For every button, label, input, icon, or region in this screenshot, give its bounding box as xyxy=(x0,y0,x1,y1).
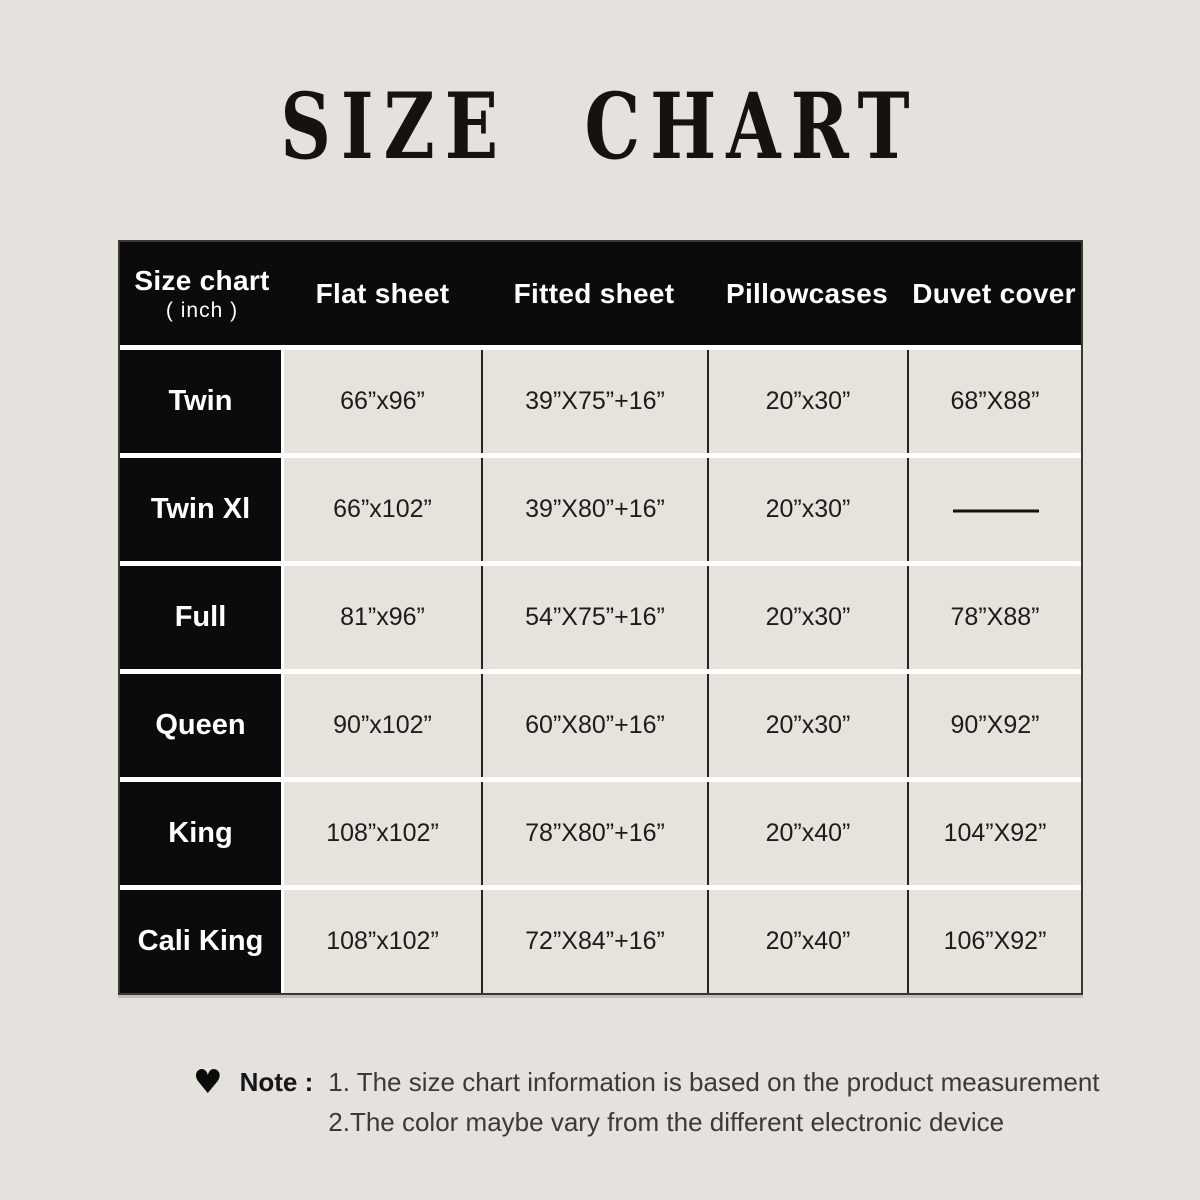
note-line-2: 2.The color maybe vary from the different electronic device xyxy=(328,1107,1005,1137)
table-row-king xyxy=(120,782,1081,885)
size-chart-table xyxy=(118,240,1083,995)
note-text xyxy=(328,1062,1099,1142)
note-label: Note : xyxy=(239,1067,314,1097)
heart-icon: ♥ xyxy=(193,1062,223,1101)
page-title: SIZE CHART xyxy=(280,72,920,180)
table-row-full xyxy=(120,566,1081,669)
row-label-queen: Queen xyxy=(120,674,281,777)
table-row-twin xyxy=(120,350,1081,453)
cell-fitted-sheet: 72”X84”+16” xyxy=(481,890,707,993)
cell-duvet-cover-empty-dash: ——— xyxy=(907,458,1081,561)
cell-fitted-sheet: 78”X80”+16” xyxy=(481,782,707,885)
cell-flat-sheet: 90”x102” xyxy=(284,674,481,777)
cell-fitted-sheet: 54”X75”+16” xyxy=(481,566,707,669)
cell-duvet-cover: 104”X92” xyxy=(907,782,1081,885)
cell-duvet-cover: 106”X92” xyxy=(907,890,1081,993)
row-label-cali-king: Cali King xyxy=(120,890,281,993)
row-label-twin: Twin xyxy=(120,350,281,453)
cell-flat-sheet: 66”x96” xyxy=(284,350,481,453)
cell-flat-sheet: 66”x102” xyxy=(284,458,481,561)
cell-pillowcases: 20”x30” xyxy=(707,350,907,453)
table-header-row xyxy=(120,242,1081,345)
header-size-chart-label: Size chart xyxy=(134,264,270,296)
row-label-king: King xyxy=(120,782,281,885)
table-row-twin-xl xyxy=(120,458,1081,561)
header-duvet-cover: Duvet cover xyxy=(912,277,1076,309)
note-line-1: 1. The size chart information is based on the product measurement xyxy=(328,1067,1100,1097)
cell-flat-sheet: 81”x96” xyxy=(284,566,481,669)
cell-flat-sheet: 108”x102” xyxy=(284,890,481,993)
cell-duvet-cover: 68”X88” xyxy=(907,350,1081,453)
cell-duvet-cover: 90”X92” xyxy=(907,674,1081,777)
note-section xyxy=(193,1062,1100,1142)
header-flat-sheet: Flat sheet xyxy=(315,277,450,309)
cell-fitted-sheet: 39”X75”+16” xyxy=(481,350,707,453)
header-pillowcases: Pillowcases xyxy=(725,277,889,309)
cell-pillowcases: 20”x40” xyxy=(707,782,907,885)
header-size-chart xyxy=(120,265,284,323)
row-label-full: Full xyxy=(120,566,281,669)
header-inch-unit: ( inch ) xyxy=(165,298,239,322)
cell-pillowcases: 20”x30” xyxy=(707,566,907,669)
cell-pillowcases: 20”x30” xyxy=(707,674,907,777)
table-row-cali-king xyxy=(120,890,1081,993)
header-fitted-sheet: Fitted sheet xyxy=(513,277,675,309)
cell-fitted-sheet: 39”X80”+16” xyxy=(481,458,707,561)
cell-pillowcases: 20”x30” xyxy=(707,458,907,561)
cell-duvet-cover: 78”X88” xyxy=(907,566,1081,669)
row-label-twin-xl: Twin Xl xyxy=(120,458,281,561)
table-row-queen xyxy=(120,674,1081,777)
cell-fitted-sheet: 60”X80”+16” xyxy=(481,674,707,777)
cell-pillowcases: 20”x40” xyxy=(707,890,907,993)
cell-flat-sheet: 108”x102” xyxy=(284,782,481,885)
